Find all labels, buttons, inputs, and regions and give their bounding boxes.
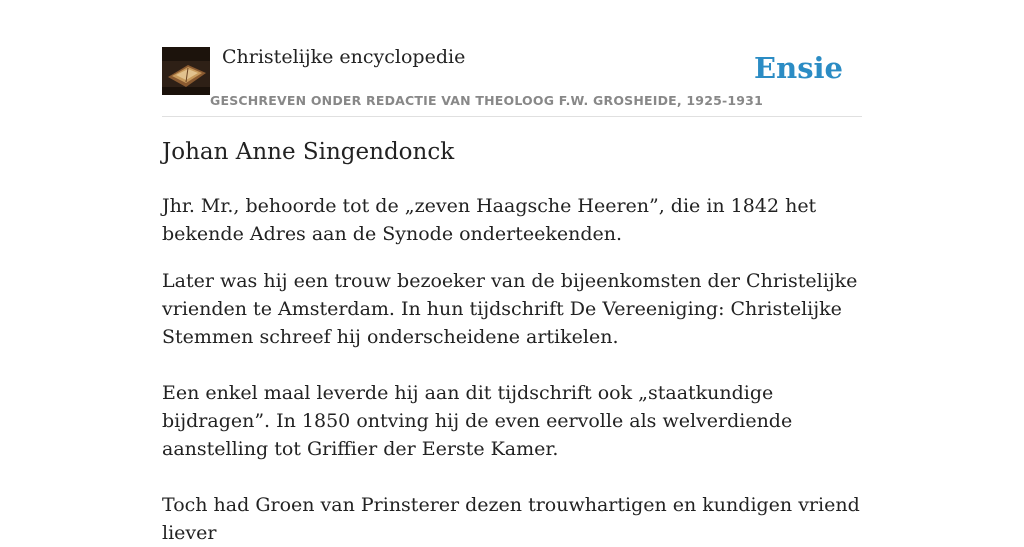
- site-subtitle: GESCHREVEN ONDER REDACTIE VAN THEOLOOG F.W. GROSHEIDE, 1925-1931: [210, 93, 763, 108]
- article-paragraph: Jhr. Mr., behoorde tot de „zeven Haagsche Heeren”, die in 1842 het bekende Adres aan de Synode onderteekenden.: [162, 195, 817, 245]
- site-header: [162, 0, 862, 117]
- article-paragraph: Een enkel maal leverde hij aan dit tijdschrift ook „staatkundige bijdragen”. In 1850 ontving hij de even eervolle als welverdiende aanstelling tot Griffier der Eerste Kamer.: [162, 382, 793, 460]
- article-paragraph: Toch had Groen van Prinsterer dezen trouwhartigen en kundigen vriend liever: [162, 494, 860, 544]
- page-container: [162, 0, 862, 544]
- book-thumbnail-icon[interactable]: [162, 47, 210, 95]
- site-title[interactable]: Christelijke encyclopedie: [222, 46, 466, 68]
- ensie-logo[interactable]: Ensie: [754, 51, 843, 85]
- article-title: Johan Anne Singendonck: [162, 139, 455, 165]
- article-paragraph: Later was hij een trouw bezoeker van de bijeenkomsten der Christelijke vrienden te Amsterdam. In hun tijdschrift De Vereeniging: Christelijke Stemmen schreef hij onderscheidene artikelen.: [162, 270, 858, 348]
